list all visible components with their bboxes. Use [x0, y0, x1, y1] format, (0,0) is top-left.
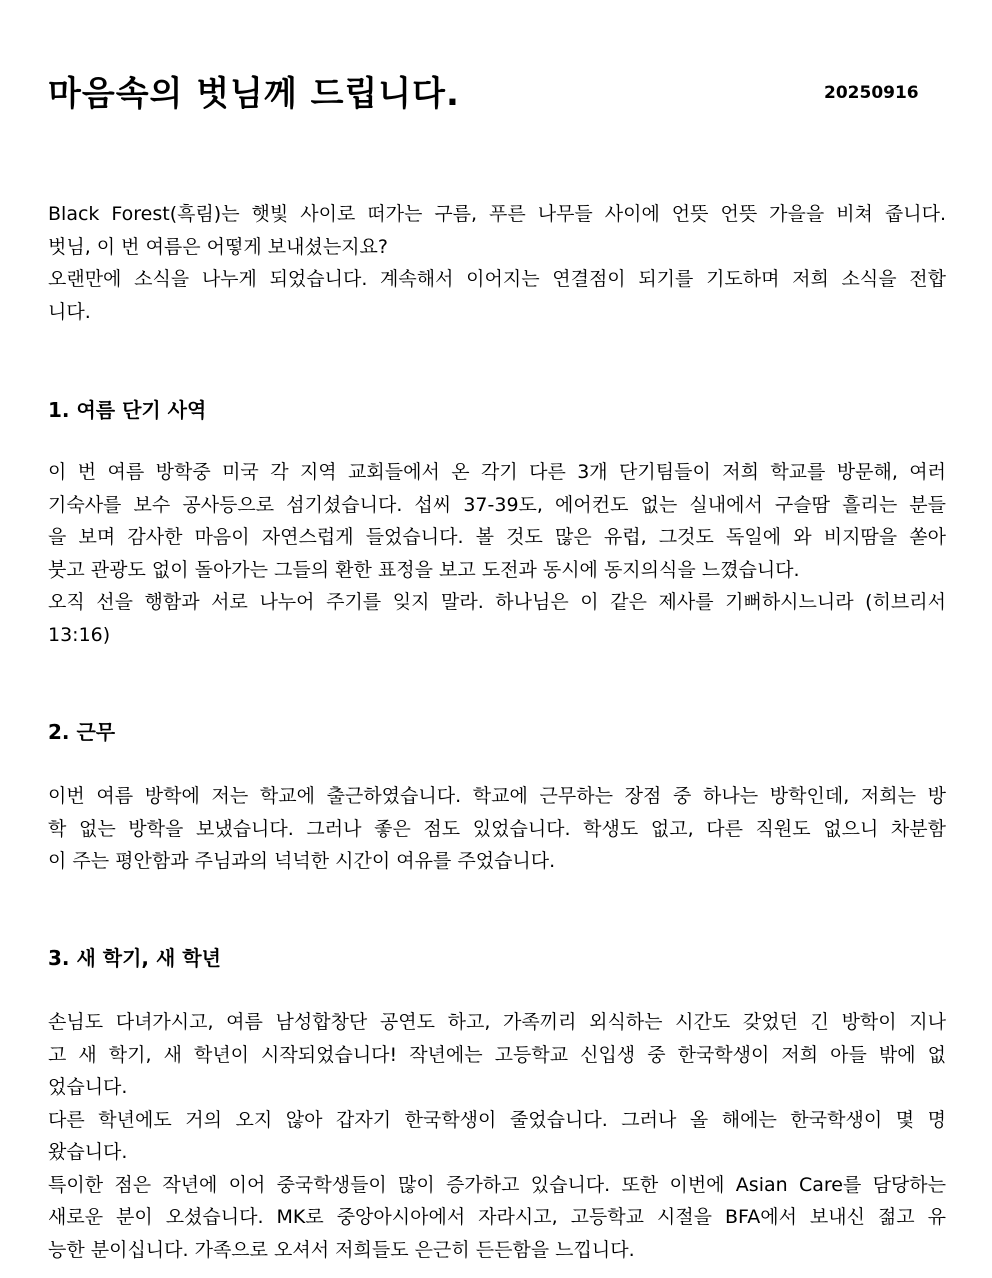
paragraph-line: 특이한 점은 작년에 이어 중국학생들이 많이 증가하고 있습니다. 또한 이번에 Asian Care를 담당하는: [48, 1173, 946, 1196]
paragraph-line: 13:16): [48, 623, 111, 646]
section-heading-new-semester: 3. 새 학기, 새 학년: [48, 946, 221, 970]
paragraph-line: 기숙사를 보수 공사등으로 섬기셨습니다. 섭씨 37-39도, 에어컨도 없는 실내에서 구슬땀 흘리는 분들: [48, 493, 946, 516]
paragraph-line: 오직 선을 행함과 서로 나누어 주기를 잊지 말라. 하나님은 이 같은 제사를 기뻐하시느니라 (히브리서: [48, 591, 946, 613]
paragraph-line: 고 새 학기, 새 학년이 시작되었습니다! 작년에는 고등학교 신입생 중 한국학생이 저희 아들 밖에 없: [48, 1043, 946, 1066]
section-heading-work: 2. 근무: [48, 720, 116, 744]
paragraph-line: 이 번 여름 방학중 미국 각 지역 교회들에서 온 각기 다른 3개 단기팀들이 저희 학교를 방문해, 여러: [48, 461, 946, 483]
intro-line: 니다.: [48, 300, 91, 323]
intro-line: 오랜만에 소식을 나누게 되었습니다. 계속해서 이어지는 연결점이 되기를 기도하며 저희 소식을 전합: [48, 268, 946, 290]
paragraph-line: 학 없는 방학을 보냈습니다. 그러나 좋은 점도 있었습니다. 학생도 없고, 다른 직원도 없으니 차분함: [48, 817, 946, 840]
paragraph-line: 왔습니다.: [48, 1141, 128, 1163]
section-paragraph-work: [48, 780, 946, 878]
paragraph-line: 붓고 관광도 없이 돌아가는 그들의 환한 표정을 보고 도전과 동시에 동지의식을 느꼈습니다.: [48, 558, 800, 581]
section-paragraph-new-semester: [48, 1006, 946, 1266]
paragraph-line: 손님도 다녀가시고, 여름 남성합창단 공연도 하고, 가족끼리 외식하는 시간도 갖었던 긴 방학이 지나: [48, 1011, 946, 1033]
paragraph-line: 새로운 분이 오셨습니다. MK로 중앙아시아에서 자라시고, 고등학교 시절을 BFA에서 보내신 젊고 유: [48, 1206, 946, 1228]
paragraph-line: 능한 분이십니다. 가족으로 오셔서 저희들도 은근히 든든함을 느낍니다.: [48, 1238, 635, 1261]
paragraph-line: 었습니다.: [48, 1076, 128, 1098]
section-paragraph-summer-mission: [48, 456, 946, 651]
paragraph-line: 이번 여름 방학에 저는 학교에 출근하였습니다. 학교에 근무하는 장점 중 하나는 방학인데, 저희는 방: [48, 785, 946, 807]
section-heading-summer-mission: 1. 여름 단기 사역: [48, 398, 207, 422]
paragraph-line: 다른 학년에도 거의 오지 않아 갑자기 한국학생이 줄었습니다. 그러나 올 해에는 한국학생이 몇 명: [48, 1108, 946, 1131]
paragraph-line: 이 주는 평안함과 주님과의 넉넉한 시간이 여유를 주었습니다.: [48, 850, 556, 872]
paragraph-line: 을 보며 감사한 마음이 자연스럽게 들었습니다. 볼 것도 많은 유럽, 그것도 독일에 와 비지땀을 쏟아: [48, 526, 946, 548]
intro-paragraph: [48, 198, 946, 328]
letter-title: 마음속의 벗님께 드립니다.: [48, 74, 460, 114]
letter-date: 20250916: [824, 83, 919, 103]
intro-line: 벗님, 이 번 여름은 어떻게 보내셨는지요?: [48, 235, 388, 258]
intro-line: Black Forest(흑림)는 햇빛 사이로 떠가는 구름, 푸른 나무들 사이에 언뜻 언뜻 가을을 비쳐 줍니다.: [48, 203, 946, 225]
